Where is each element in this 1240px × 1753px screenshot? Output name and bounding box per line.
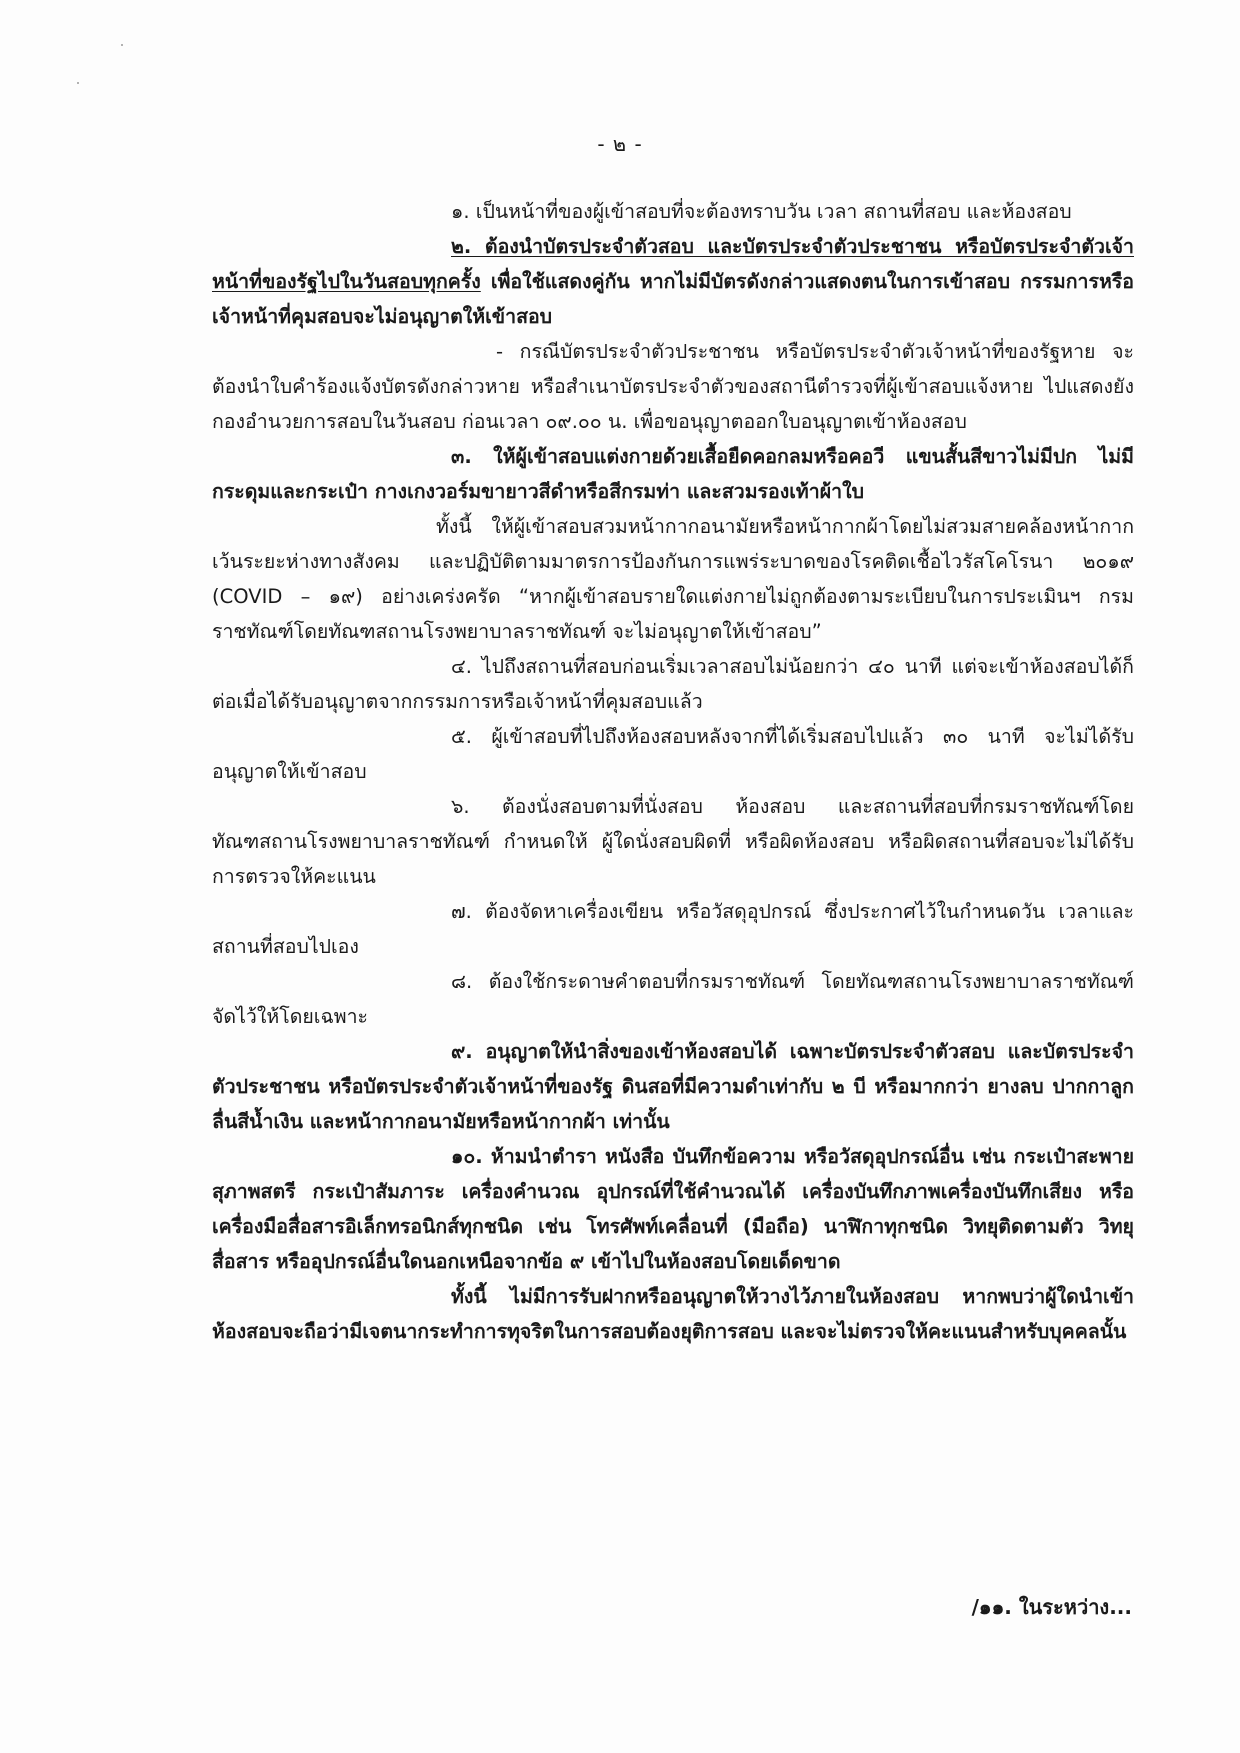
item-4: ๔. ไปถึงสถานที่สอบก่อนเริ่มเวลาสอบไม่น้อยกว่า ๔๐ นาที แต่จะเข้าห้องสอบได้ก็ต่อเมื่อได้รับอนุญาตจากกรรมการหรือเจ้าหน้าที่คุมสอบแล้ว (212, 655, 1134, 713)
item-2-note: - กรณีบัตรประจำตัวประชาชน หรือบัตรประจำตัวเจ้าหน้าที่ของรัฐหาย จะต้องนำใบคำร้องแจ้งบัตรดังกล่าวหาย หรือสำเนาบัตรประจำตัวของสถานีตำรวจที่ผู้เข้าสอบแจ้งหาย ไปแสดงยังกองอำนวยการสอบในวันสอบ ก่อนเวลา ๐๙.๐๐ น. เพื่อขอนุญาตออกใบอนุญาตเข้าห้องสอบ (212, 340, 1134, 433)
item-8: ๘. ต้องใช้กระดาษคำตอบที่กรมราชทัณฑ์ โดยทัณฑสถานโรงพยาบาลราชทัณฑ์จัดไว้ให้โดยเฉพาะ (212, 970, 1134, 1028)
item-3-note: ทั้งนี้ ให้ผู้เข้าสอบสวมหน้ากากอนามัยหรือหน้ากากผ้าโดยไม่สวมสายคล้องหน้ากาก เว้นระยะห่างทางสังคม และปฏิบัติตามมาตรการป้องกันการแพร่ระบาดของโรคติดเชื้อไวรัสโคโรนา ๒๐๑๙ (COVID – ๑๙) อย่างเคร่งครัด “หากผู้เข้าสอบรายใดแต่งกายไม่ถูกต้องตามระเบียบในการประเมินฯ กรมราชทัณฑ์โดยทัณฑสถานโรงพยาบาลราชทัณฑ์ จะไม่อนุญาตให้เข้าสอบ” (212, 515, 1134, 643)
item-1: ๑. เป็นหน้าที่ของผู้เข้าสอบที่จะต้องทราบวัน เวลา สถานที่สอบ และห้องสอบ (451, 200, 1072, 223)
continuation-marker: /๑๑. ในระหว่าง... (971, 1595, 1132, 1619)
item-6: ๖. ต้องนั่งสอบตามที่นั่งสอบ ห้องสอบ และสถานที่สอบที่กรมราชทัณฑ์โดยทัณฑสถานโรงพยาบาลราชทัณฑ์ กำหนดให้ ผู้ใดนั่งสอบผิดที่ หรือผิดห้องสอบ หรือผิดสถานที่สอบจะไม่ได้รับการตรวจให้คะแนน (212, 795, 1134, 888)
item-7: ๗. ต้องจัดหาเครื่องเขียน หรือวัสดุอุปกรณ์ ซึ่งประกาศไว้ในกำหนดวัน เวลาและสถานที่สอบไปเอง (212, 900, 1134, 958)
item-2-underlined: ๒. ต้องนำบัตรประจำตัวสอบ และบัตรประจำตัวประชาชน หรือบัตรประจำตัวเจ้าหน้าที่ของรัฐไปในวันสอบทุกครั้ง (212, 235, 1134, 293)
item-3: ๓. ให้ผู้เข้าสอบแต่งกายด้วยเสื้อยืดคอกลมหรือคอวี แขนสั้นสีขาวไม่มีปก ไม่มีกระดุมและกระเป๋า กางเกงวอร์มขายาวสีดำหรือสีกรมท่า และสวมรองเท้าผ้าใบ (212, 445, 1134, 503)
item-10: ๑๐. ห้ามนำตำรา หนังสือ บันทึกข้อความ หรือวัสดุอุปกรณ์อื่น เช่น กระเป๋าสะพายสุภาพสตรี กระเป๋าสัมภาระ เครื่องคำนวณ อุปกรณ์ที่ใช้คำนวณได้ เครื่องบันทึกภาพเครื่องบันทึกเสียง หรือเครื่องมือสื่อสารอิเล็กทรอนิกส์ทุกชนิด เช่น โทรศัพท์เคลื่อนที่ (มือถือ) นาฬิกาทุกชนิด วิทยุติดตามตัว วิทยุสื่อสาร หรืออุปกรณ์อื่นใดนอกเหนือจากข้อ ๙ เข้าไปในห้องสอบโดยเด็ดขาด (212, 1145, 1134, 1273)
item-2 (212, 229, 1134, 334)
item-9: ๙. อนุญาตให้นำสิ่งของเข้าห้องสอบได้ เฉพาะบัตรประจำตัวสอบ และบัตรประจำตัวประชาชน หรือบัตรประจำตัวเจ้าหน้าที่ของรัฐ ดินสอที่มีความดำเท่ากับ ๒ บี หรือมากกว่า ยางลบ ปากกาลูกลื่นสีน้ำเงิน และหน้ากากอนามัยหรือหน้ากากผ้า เท่านั้น (212, 1040, 1134, 1133)
scan-speck (121, 44, 123, 46)
item-10-note: ทั้งนี้ ไม่มีการรับฝากหรืออนุญาตให้วางไว้ภายในห้องสอบ หากพบว่าผู้ใดนำเข้าห้องสอบจะถือว่ามีเจตนากระทำการทุจริตในการสอบต้องยุติการสอบ และจะไม่ตรวจให้คะแนนสำหรับบุคคลนั้น (212, 1285, 1134, 1343)
item-5: ๕. ผู้เข้าสอบที่ไปถึงห้องสอบหลังจากที่ได้เริ่มสอบไปแล้ว ๓๐ นาที จะไม่ได้รับอนุญาตให้เข้าสอบ (212, 725, 1134, 783)
document-body (212, 194, 1134, 1349)
page-number: - ๒ - (597, 132, 643, 156)
item-2-rest: เพื่อใช้แสดงคู่กัน หากไม่มีบัตรดังกล่าวแสดงตนในการเข้าสอบ กรรมการหรือเจ้าหน้าที่คุมสอบจะไม่อนุญาตให้เข้าสอบ (212, 270, 1134, 328)
scan-speck (77, 82, 79, 84)
